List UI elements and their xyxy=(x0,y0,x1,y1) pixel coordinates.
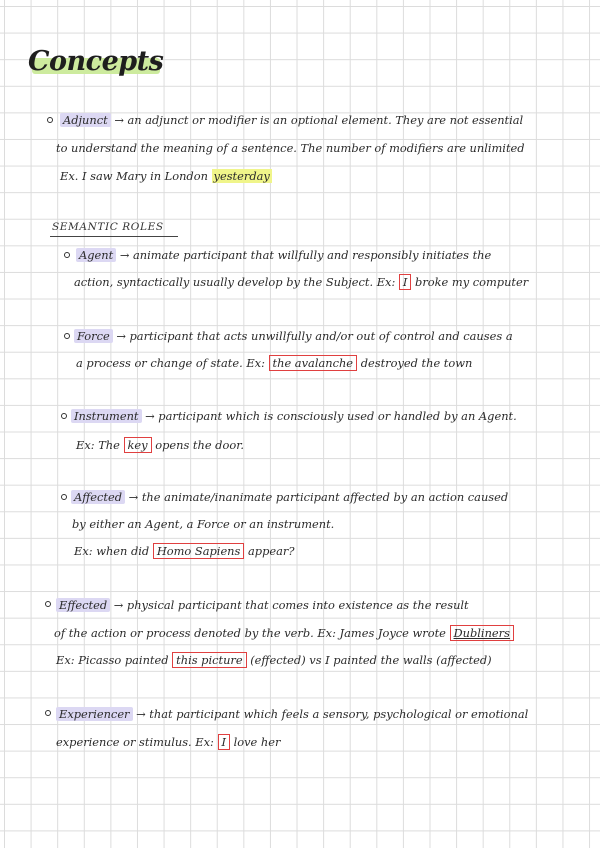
adjunct-example-highlight: yesterday xyxy=(213,169,270,183)
adjunct-definition-2: to understand the meaning of a sentence. The number of modifiers are unlimited xyxy=(56,141,525,155)
effected-line-2 xyxy=(54,625,514,641)
page-title-block xyxy=(28,46,163,77)
agent-definition-1: → animate participant that willfully and responsibly initiates the xyxy=(119,248,492,262)
effected-example-rest: (effected) vs I painted the walls (affected) xyxy=(250,653,492,667)
adjunct-definition-1: → an adjunct or modifier is an optional element. They are not essential xyxy=(114,113,524,127)
bullet-icon xyxy=(47,117,53,123)
affected-definition-2: by either an Agent, a Force or an instrument. xyxy=(72,517,335,531)
adjunct-line-1 xyxy=(60,112,523,128)
experiencer-term: Experiencer xyxy=(56,707,133,721)
experiencer-example-rest: love her xyxy=(233,735,281,749)
effected-example-box-1: Dubliners xyxy=(450,625,514,641)
affected-term: Affected xyxy=(71,490,125,504)
affected-example-box: Homo Sapiens xyxy=(153,543,245,559)
instrument-example-rest: opens the door. xyxy=(155,438,245,452)
adjunct-example-text: Ex. I saw Mary in London xyxy=(60,169,208,183)
instrument-definition-1: → participant which is consciously used or handled by an Agent. xyxy=(145,409,517,423)
effected-term: Effected xyxy=(56,598,110,612)
affected-line-3 xyxy=(74,543,294,559)
bullet-icon xyxy=(45,710,51,716)
effected-line-1 xyxy=(56,597,469,613)
bullet-icon xyxy=(61,494,67,500)
effected-line-3 xyxy=(56,652,492,668)
effected-example-text: Ex: Picasso painted xyxy=(56,653,169,667)
force-example-box: the avalanche xyxy=(269,355,358,371)
experiencer-line-1 xyxy=(56,706,528,722)
agent-term: Agent xyxy=(76,248,116,262)
force-example-rest: destroyed the town xyxy=(360,356,473,370)
instrument-example-box: key xyxy=(124,437,152,453)
bullet-icon xyxy=(64,252,70,258)
bullet-icon xyxy=(61,413,67,419)
instrument-term: Instrument xyxy=(71,409,142,423)
adjunct-term: Adjunct xyxy=(60,113,111,127)
page-title: Concepts xyxy=(28,46,164,77)
agent-example-rest: broke my computer xyxy=(415,275,529,289)
effected-example-box-2: this picture xyxy=(172,652,246,668)
experiencer-definition-2: experience or stimulus. Ex: xyxy=(56,735,214,749)
force-line-2 xyxy=(76,355,472,371)
affected-example-text: Ex: when did xyxy=(74,544,150,558)
agent-example-box: I xyxy=(399,274,412,290)
adjunct-example xyxy=(60,168,272,184)
semantic-roles-heading: SEMANTIC ROLES xyxy=(52,221,164,233)
heading-underline xyxy=(50,236,178,237)
affected-line-1 xyxy=(71,489,508,505)
instrument-example-text: Ex: The xyxy=(76,438,120,452)
affected-example-rest: appear? xyxy=(248,544,295,558)
instrument-line-1 xyxy=(71,408,517,424)
force-definition-1: → participant that acts unwillfully and/or out of control and causes a xyxy=(116,329,513,343)
agent-line-2 xyxy=(74,274,528,290)
agent-line-1 xyxy=(76,247,491,263)
instrument-line-2 xyxy=(76,437,244,453)
effected-definition-2: of the action or process denoted by the verb. Ex: James Joyce wrote xyxy=(54,626,446,640)
force-definition-2: a process or change of state. Ex: xyxy=(76,356,265,370)
experiencer-line-2 xyxy=(56,734,280,750)
effected-definition-1: → physical participant that comes into existence as the result xyxy=(113,598,469,612)
agent-definition-2: action, syntactically usually develop by the Subject. Ex: xyxy=(74,275,396,289)
bullet-icon xyxy=(45,601,51,607)
experiencer-example-box: I xyxy=(218,734,231,750)
force-line-1 xyxy=(74,328,513,344)
experiencer-definition-1: → that participant which feels a sensory, psychological or emotional xyxy=(136,707,529,721)
bullet-icon xyxy=(64,333,70,339)
force-term: Force xyxy=(74,329,113,343)
affected-definition-1: → the animate/inanimate participant affected by an action caused xyxy=(128,490,509,504)
